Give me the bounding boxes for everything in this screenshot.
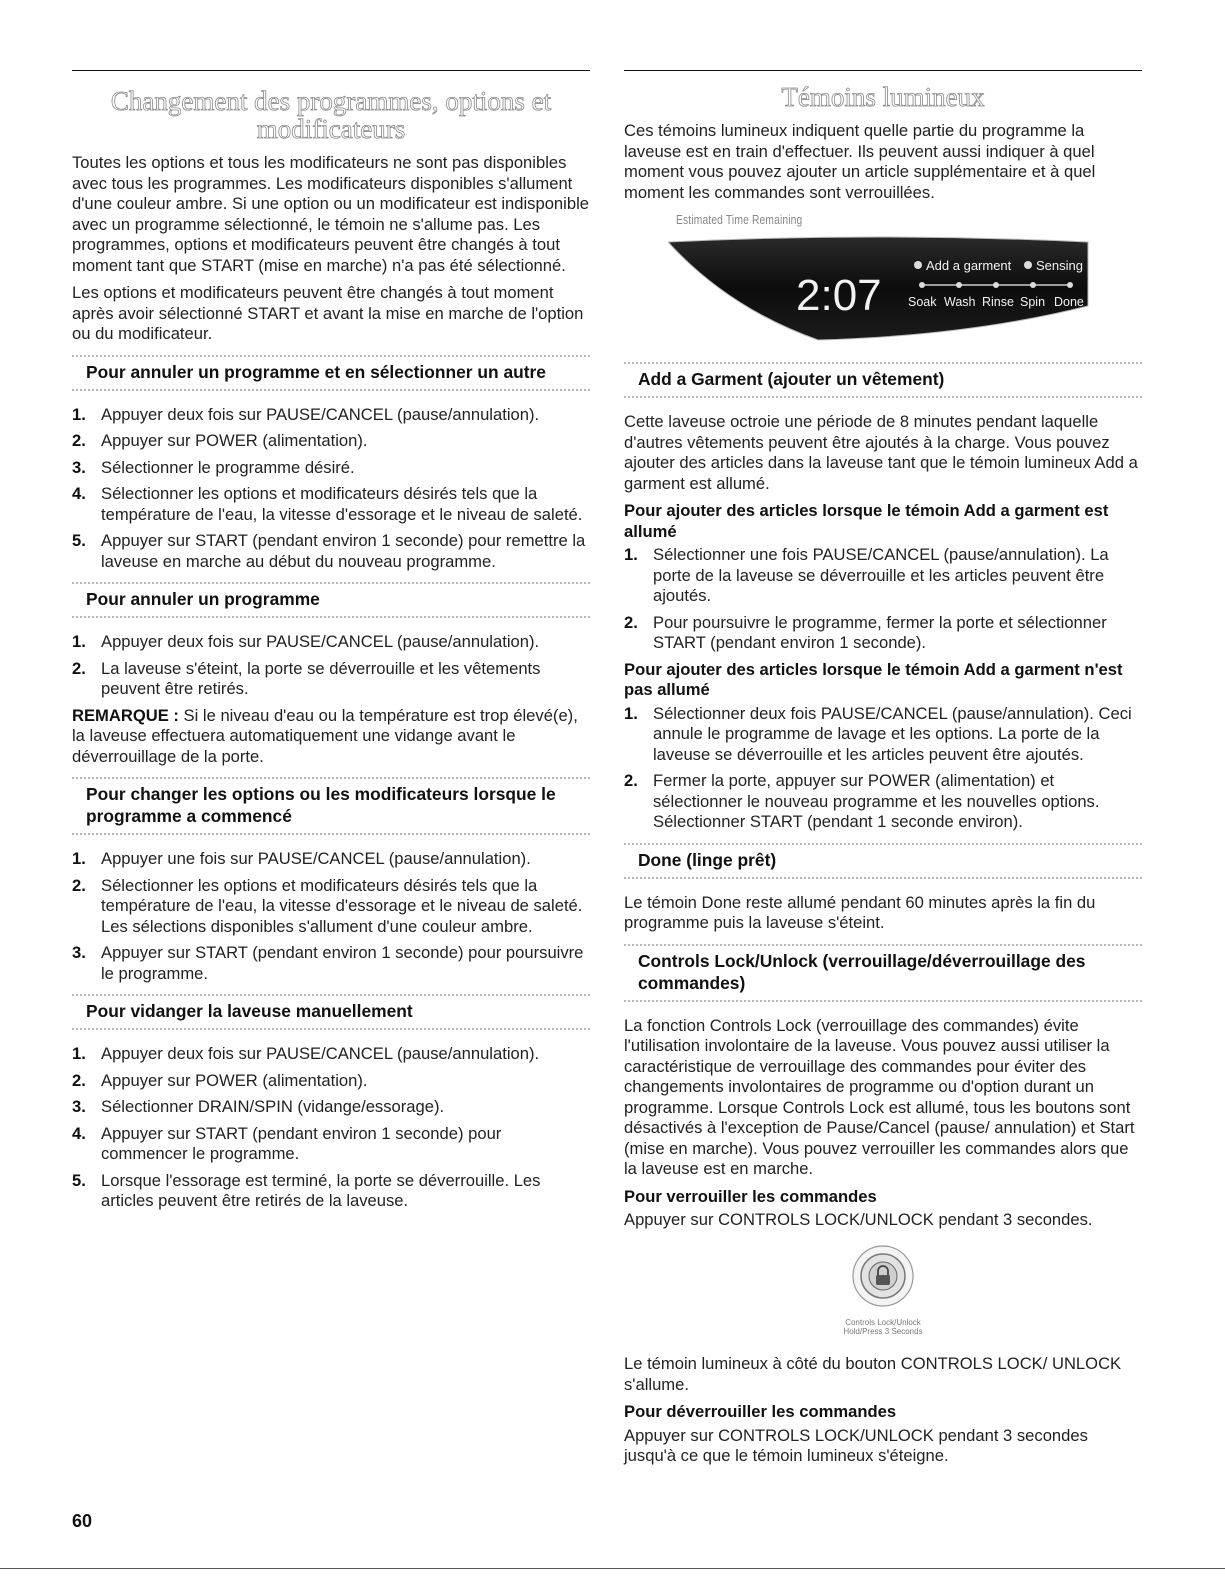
step-text: Sélectionner les options et modificateurs désirés tels que la température de l'eau, la vitesse d'essorage et le niveau de saleté. — [101, 484, 583, 524]
list-item — [72, 1044, 590, 1065]
dotted-rule — [72, 616, 590, 618]
step-number: 2. — [624, 612, 638, 632]
paragraph: Appuyer sur CONTROLS LOCK/UNLOCK pendant 3 secondes. — [624, 1210, 1093, 1229]
top-rule — [72, 70, 590, 71]
intro-paragraph: Toutes les options et tous les modificateurs ne sont pas disponibles avec tous les programmes. Les modificateurs disponibles s'allument d'une couleur ambre. Si une option ou un modificateur est indisponible avec un programme sélectionné, le témoin ne s'allume pas. Les programmes, options et modificateurs peuvent être changés à tout moment tant que START (mise en marche) n'a pas été sélectionné. — [72, 153, 589, 275]
display-panel — [668, 228, 1098, 344]
dotted-rule — [72, 833, 590, 835]
stage-label-soak: Soak — [908, 295, 937, 309]
step-text: Appuyer sur POWER (alimentation). — [101, 431, 368, 450]
indicator-dot — [1024, 261, 1032, 269]
step-text: Sélectionner les options et modificateurs désirés tels que la température de l'eau, la vitesse d'essorage et le niveau de saleté. Les sélections disponibles s'allument d'une couleur ambre. — [101, 875, 583, 936]
right-column — [624, 70, 1142, 1474]
stage-dot — [919, 282, 925, 288]
step-text: Fermer la porte, appuyer sur POWER (alimentation) et sélectionner le nouveau programme et les nouvelles options. Sélectionner START (pendant 1 seconde environ). — [653, 771, 1100, 831]
list-item — [624, 771, 1142, 833]
list-item — [72, 943, 590, 984]
subheading: Pour ajouter des articles lorsque le témoin Add a garment est allumé — [624, 501, 1109, 541]
lock-icon-body — [876, 1275, 890, 1285]
step-number: 4. — [72, 1123, 86, 1143]
top-rule — [624, 70, 1142, 71]
section-heading: Done (linge prêt) — [638, 849, 777, 870]
step-text: La laveuse s'éteint, la porte se déverrouille et les vêtements peuvent être retirés. — [101, 658, 541, 698]
list-item — [624, 704, 1142, 766]
step-text: Appuyer deux fois sur PAUSE/CANCEL (pause/annulation). — [101, 632, 540, 651]
intro-paragraph: Les options et modificateurs peuvent être changés à tout moment après avoir sélectionné START et avant la mise en marche de l'option ou du modificateur. — [72, 283, 584, 343]
section-heading: Pour annuler un programme — [86, 589, 320, 609]
stage-dot — [993, 282, 999, 288]
subheading: Pour déverrouiller les commandes — [624, 1402, 897, 1421]
section-heading-box — [72, 777, 590, 835]
controls-lock-figure — [624, 1241, 1142, 1337]
dotted-rule — [624, 396, 1142, 398]
list-item — [72, 1171, 590, 1212]
time-readout: 2:07 — [796, 271, 882, 320]
steps-list — [72, 405, 590, 573]
step-text: Appuyer une fois sur PAUSE/CANCEL (pause/annulation). — [101, 849, 531, 868]
dotted-rule — [72, 1028, 590, 1030]
section-heading: Pour annuler un programme et en sélectionner un autre — [86, 361, 546, 382]
step-text: Appuyer sur START (pendant environ 1 seconde) pour poursuivre le programme. — [101, 943, 584, 983]
step-number: 1. — [72, 632, 86, 651]
section-heading-box — [72, 355, 590, 391]
controls-lock-caption: Controls Lock/Unlock — [845, 1318, 921, 1327]
step-number: 3. — [72, 457, 86, 477]
step-text: Pour poursuivre le programme, fermer la porte et sélectionner START (pendant environ 1 seconde). — [653, 612, 1107, 652]
section-title: Changement des programmes, options et modificateurs — [110, 86, 552, 144]
dotted-rule — [624, 1000, 1142, 1002]
section-title: Témoins lumineux — [781, 82, 985, 112]
step-text: Sélectionner une fois PAUSE/CANCEL (pause/annulation). La porte de la laveuse se déverrouille et les articles peuvent être ajoutés. — [653, 545, 1109, 605]
section-heading: Pour vidanger la laveuse manuellement — [86, 1001, 413, 1021]
controls-lock-button — [848, 1241, 918, 1311]
list-item — [72, 1097, 590, 1118]
section-heading: Pour changer les options ou les modificateurs lorsque le programme a commencé — [86, 784, 556, 826]
list-item — [72, 632, 590, 653]
intro-paragraph: Ces témoins lumineux indiquent quelle partie du programme la laveuse est en train d'effectuer. Ils peuvent aussi indiquer à quel moment vous pouvez ajouter un article supplémentaire et à quel moment les commandes sont verrouillées. — [624, 121, 1096, 202]
section-heading-box — [624, 944, 1142, 1002]
list-item — [72, 431, 590, 452]
step-text: Sélectionner deux fois PAUSE/CANCEL (pause/annulation). Ceci annule le programme de lavage et les options. La porte de la laveuse se déverrouille et les articles peuvent être ajoutés. — [653, 703, 1132, 764]
list-item — [624, 613, 1142, 654]
step-number: 2. — [72, 875, 86, 895]
note-label: REMARQUE : — [72, 705, 179, 725]
paragraph: Appuyer sur CONTROLS LOCK/UNLOCK pendant 3 secondes jusqu'à ce que le témoin lumineux s'éteigne. — [624, 1425, 1088, 1465]
step-number: 3. — [72, 1097, 86, 1116]
step-text: Appuyer deux fois sur PAUSE/CANCEL (pause/annulation). — [101, 1044, 540, 1063]
paragraph: Le témoin lumineux à côté du bouton CONTROLS LOCK/ UNLOCK s'allume. — [624, 1354, 1122, 1394]
step-number: 5. — [72, 531, 86, 550]
list-item — [72, 849, 590, 870]
step-text: Appuyer sur POWER (alimentation). — [101, 1070, 368, 1090]
step-number: 1. — [624, 545, 638, 564]
step-text: Appuyer deux fois sur PAUSE/CANCEL (pause/annulation). — [101, 404, 540, 424]
step-number: 2. — [72, 658, 86, 678]
step-text: Sélectionner DRAIN/SPIN (vidange/essorage). — [101, 1097, 445, 1116]
steps-list — [72, 632, 590, 700]
list-item — [72, 484, 590, 525]
list-item — [624, 545, 1142, 607]
stage-label-spin: Spin — [1020, 295, 1046, 309]
section-heading-box — [624, 843, 1142, 879]
note-text: Si le niveau d'eau ou la température est trop élevé(e), la laveuse effectuera automatiquement une vidange avant le déverrouillage de la porte. — [72, 705, 578, 766]
steps-list — [72, 849, 590, 984]
steps-list — [624, 704, 1142, 833]
stage-label-done: Done — [1054, 295, 1084, 309]
paragraph: La fonction Controls Lock (verrouillage des commandes) évite l'utilisation involontaire de la laveuse. Vous pouvez aussi utiliser la caractéristique de verrouillage des commandes pour éviter des changements involontaires de programme ou d'option durant un programme. Lorsque Controls Lock est allumé, tous les boutons sont désactivés à l'exception de Pause/Cancel (pause/ annulation) et Start (mise en marche). Vous pouvez verrouiller les commandes alors que la laveuse est en marche. — [624, 1015, 1135, 1178]
step-number: 1. — [72, 1044, 86, 1063]
step-text: Appuyer sur START (pendant environ 1 seconde) pour remettre la laveuse en marche au début du nouveau programme. — [101, 531, 586, 571]
bottom-rule — [0, 1568, 1225, 1569]
step-number: 4. — [72, 484, 86, 503]
step-text: Sélectionner le programme désiré. — [101, 457, 355, 477]
step-text: Appuyer sur START (pendant environ 1 seconde) pour commencer le programme. — [101, 1123, 502, 1163]
step-number: 2. — [72, 1070, 86, 1090]
section-heading-box — [72, 582, 590, 618]
step-number: 2. — [72, 431, 86, 450]
stage-dot — [956, 282, 962, 288]
indicator-dot — [914, 261, 922, 269]
display-panel-figure — [624, 210, 1142, 352]
step-number: 3. — [72, 943, 86, 962]
section-heading: Add a Garment (ajouter un vêtement) — [638, 369, 945, 389]
stage-label-rinse: Rinse — [982, 295, 1014, 309]
list-item — [72, 405, 590, 426]
section-heading-box — [624, 362, 1142, 398]
controls-lock-hold-caption: Hold/Press 3 Seconds — [843, 1327, 923, 1336]
step-number: 1. — [72, 849, 86, 868]
step-number: 1. — [624, 703, 638, 723]
subheading: Pour ajouter des articles lorsque le témoin Add a garment n'est pas allumé — [624, 659, 1123, 699]
section-heading: Controls Lock/Unlock (verrouillage/déverrouillage des commandes) — [638, 950, 1086, 993]
stage-dot — [1030, 282, 1036, 288]
stage-dot — [1067, 282, 1073, 288]
list-item — [72, 876, 590, 938]
step-number: 5. — [72, 1170, 86, 1190]
paragraph: Le témoin Done reste allumé pendant 60 minutes après la fin du programme puis la laveuse s'éteint. — [624, 892, 1096, 932]
subheading: Pour verrouiller les commandes — [624, 1186, 877, 1206]
step-text: Lorsque l'essorage est terminé, la porte se déverrouille. Les articles peuvent être retirés de la laveuse. — [101, 1170, 541, 1210]
page-number: 60 — [72, 1511, 93, 1531]
step-number: 1. — [72, 404, 86, 424]
list-item — [72, 1071, 590, 1092]
list-item — [72, 458, 590, 479]
list-item — [72, 531, 590, 572]
section-heading-box — [72, 994, 590, 1030]
note-paragraph — [72, 706, 590, 768]
indicator-sensing: Sensing — [1036, 258, 1083, 273]
panel-caption: Estimated Time Remaining — [676, 213, 803, 227]
list-item — [72, 1124, 590, 1165]
paragraph: Cette laveuse octroie une période de 8 minutes pendant laquelle d'autres vêtements peuvent être ajoutés à la charge. Vous pouvez ajouter des articles dans la laveuse tant que le témoin lumineux Add a garment est allumé. — [624, 412, 1138, 493]
steps-list — [624, 545, 1142, 654]
dotted-rule — [624, 877, 1142, 879]
dotted-rule — [72, 389, 590, 391]
step-number: 2. — [624, 771, 638, 790]
indicator-add-garment: Add a garment — [926, 258, 1012, 273]
left-column — [72, 70, 590, 1218]
list-item — [72, 659, 590, 700]
steps-list — [72, 1044, 590, 1212]
stage-label-wash: Wash — [944, 295, 976, 309]
